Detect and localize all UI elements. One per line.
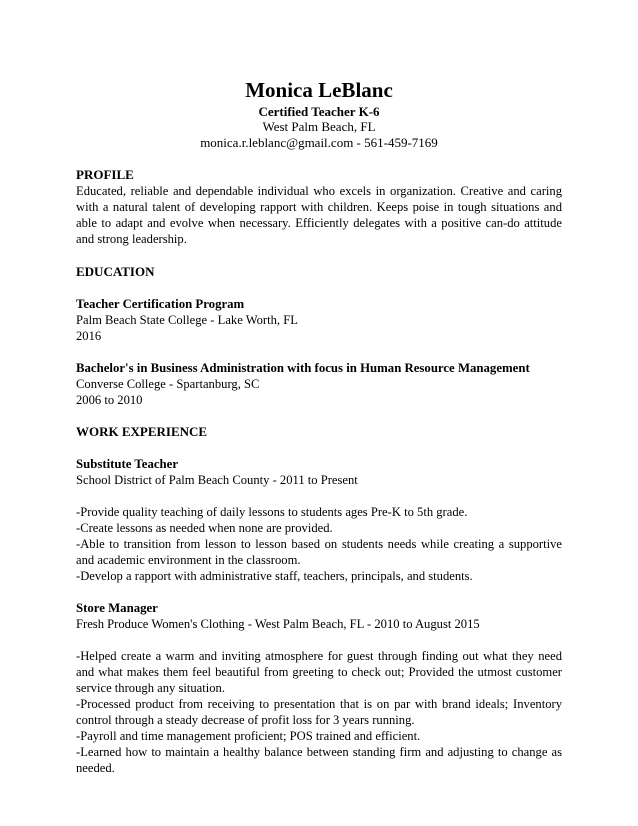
education-school: Palm Beach State College - Lake Worth, FL [76,313,298,327]
education-school: Converse College - Spartanburg, SC [76,377,260,391]
job-entry [76,600,562,776]
education-dates: 2006 to 2010 [76,393,143,407]
profile-section [76,167,562,247]
job-bullet: -Processed product from receiving to presentation that is on par with brand ideals; Inventory control through a steady decrease of profit loss for 3 years running. [76,697,562,727]
job-bullet: -Create lessons as needed when none are provided. [76,521,333,535]
job-title: Substitute Teacher [76,457,179,471]
job-bullet: -Develop a rapport with administrative staff, teachers, principals, and students. [76,569,473,583]
job-bullet: -Learned how to maintain a healthy balance between standing firm and adjusting to change as needed. [76,745,562,775]
education-dates: 2016 [76,329,102,343]
education-item [76,360,562,408]
applicant-name: Monica LeBlanc [245,78,393,102]
applicant-title: Certified Teacher K-6 [258,104,380,119]
education-item [76,296,562,344]
education-degree: Teacher Certification Program [76,297,245,311]
job-bullet: -Provide quality teaching of daily lessons to students ages Pre-K to 5th grade. [76,505,468,519]
applicant-location: West Palm Beach, FL [262,119,376,134]
job-employer: School District of Palm Beach County - 2011 to Present [76,473,358,487]
job-entry [76,456,562,584]
job-title: Store Manager [76,601,158,615]
education-degree: Bachelor's in Business Administration with focus in Human Resource Management [76,361,530,375]
job-bullet: -Helped create a warm and inviting atmosphere for guest through finding out what they need and what makes them feel beautiful from greeting to check out; Provided the utmost customer service through any situation. [76,649,562,695]
applicant-contact: monica.r.leblanc@gmail.com - 561-459-7169 [200,135,438,150]
profile-text: Educated, reliable and dependable individual who excels in organization. Creative and caring with a natural talent of developing rapport with children. Keeps poise in tough situations and able to adapt and evolve when necessary. Efficiently delegates with a positive can-do attitude and strong leadership. [76,184,562,246]
work-section [76,424,562,776]
job-employer: Fresh Produce Women's Clothing - West Palm Beach, FL - 2010 to August 2015 [76,617,480,631]
education-section [76,264,562,408]
job-bullet: -Payroll and time management proficient; POS trained and efficient. [76,729,421,743]
work-heading: WORK EXPERIENCE [76,424,208,439]
education-heading: EDUCATION [76,264,155,279]
job-bullet: -Able to transition from lesson to lesson based on students needs while creating a supportive and academic environment in the classroom. [76,537,562,567]
profile-heading: PROFILE [76,167,134,182]
resume-header [76,77,562,151]
